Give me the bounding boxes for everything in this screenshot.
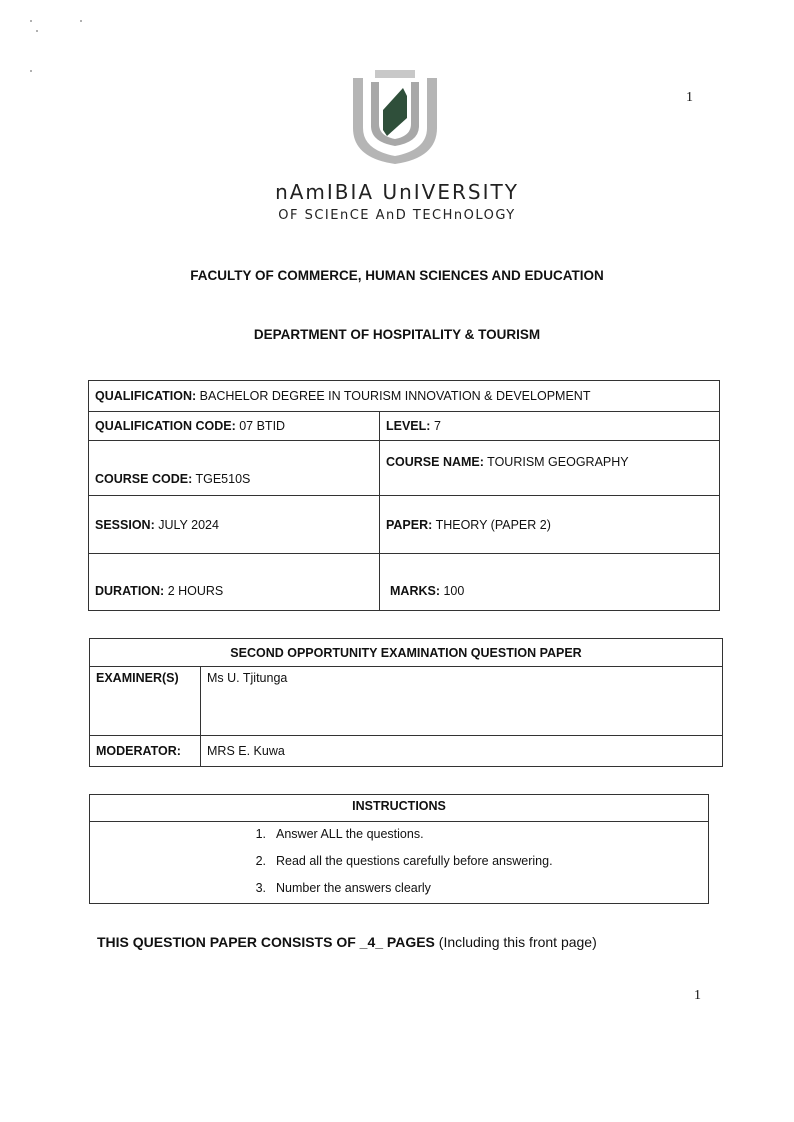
course-code-value: TGE510S: [195, 472, 251, 486]
level-label: LEVEL:: [386, 419, 431, 433]
list-item-number: 1.: [255, 827, 266, 841]
page-count-normal: (Including this front page): [438, 934, 597, 950]
course-code-cell: [89, 441, 380, 496]
examination-table: [89, 638, 723, 767]
qualification-code-label: QUALIFICATION CODE:: [95, 419, 236, 433]
course-name-label: COURSE NAME:: [386, 455, 484, 469]
moderator-value: MRS E. Kuwa: [201, 736, 723, 767]
scan-speck: [30, 20, 32, 22]
qualification-value: BACHELOR DEGREE IN TOURISM INNOVATION & DEVELOPMENT: [199, 389, 591, 403]
qualification-table: [88, 380, 720, 611]
duration-cell: [89, 554, 380, 611]
course-name-cell: [380, 441, 720, 496]
instructions-list: [240, 825, 553, 906]
university-subtitle: OF SCIEnCE AnD TECHnOLOGY: [278, 208, 516, 223]
scan-speck: [80, 20, 82, 22]
duration-value: 2 HOURS: [167, 584, 224, 598]
scan-speck: [36, 30, 38, 32]
page-count-bold: THIS QUESTION PAPER CONSISTS OF _4_ PAGES: [97, 934, 435, 950]
faculty-heading: FACULTY OF COMMERCE, HUMAN SCIENCES AND EDUCATION: [190, 268, 604, 283]
course-code-label: COURSE CODE:: [95, 472, 193, 486]
page-count-note: [97, 934, 597, 950]
marks-cell: [380, 554, 720, 611]
course-name-value: TOURISM GEOGRAPHY: [487, 455, 629, 469]
marks-label: MARKS:: [390, 584, 440, 598]
list-item: [240, 852, 553, 879]
page-number-top: 1: [686, 90, 693, 105]
session-cell: [89, 496, 380, 554]
level-value: 7: [433, 419, 441, 433]
examiner-label: EXAMINER(S): [90, 667, 201, 736]
paper-value: THEORY (PAPER 2): [435, 517, 551, 532]
paper-cell: [380, 496, 720, 554]
department-heading: DEPARTMENT OF HOSPITALITY & TOURISM: [253, 327, 541, 342]
list-item: [240, 825, 553, 852]
university-logo: [345, 66, 445, 166]
university-name: nAmIBIA UnIVERSITY: [275, 180, 519, 204]
page-number-bottom: 1: [694, 988, 701, 1003]
qualification-row: [89, 381, 720, 412]
marks-value: 100: [443, 584, 465, 598]
paper-label: PAPER:: [386, 517, 433, 532]
list-item-number: 3.: [255, 881, 266, 895]
examination-title: SECOND OPPORTUNITY EXAMINATION QUESTION PAPER: [90, 639, 723, 667]
instructions-box: [89, 794, 709, 904]
moderator-label: MODERATOR:: [90, 736, 201, 767]
duration-label: DURATION:: [95, 584, 165, 598]
qualification-code-value: 07 BTID: [239, 419, 286, 433]
list-item-text: Number the answers clearly: [276, 881, 431, 895]
instructions-title: INSTRUCTIONS: [90, 795, 708, 822]
list-item-text: Answer ALL the questions.: [276, 827, 424, 841]
scan-speck: [30, 70, 32, 72]
shield-logo-icon: [345, 66, 445, 166]
session-value: JULY 2024: [158, 517, 219, 532]
list-item: [240, 879, 553, 906]
list-item-number: 2.: [255, 854, 266, 868]
session-label: SESSION:: [95, 517, 155, 532]
list-item-text: Read all the questions carefully before answering.: [276, 854, 553, 868]
qualification-label: QUALIFICATION:: [95, 389, 197, 403]
examiner-value: Ms U. Tjitunga: [201, 667, 723, 736]
qualification-code-cell: [89, 412, 380, 441]
level-cell: [380, 412, 720, 441]
